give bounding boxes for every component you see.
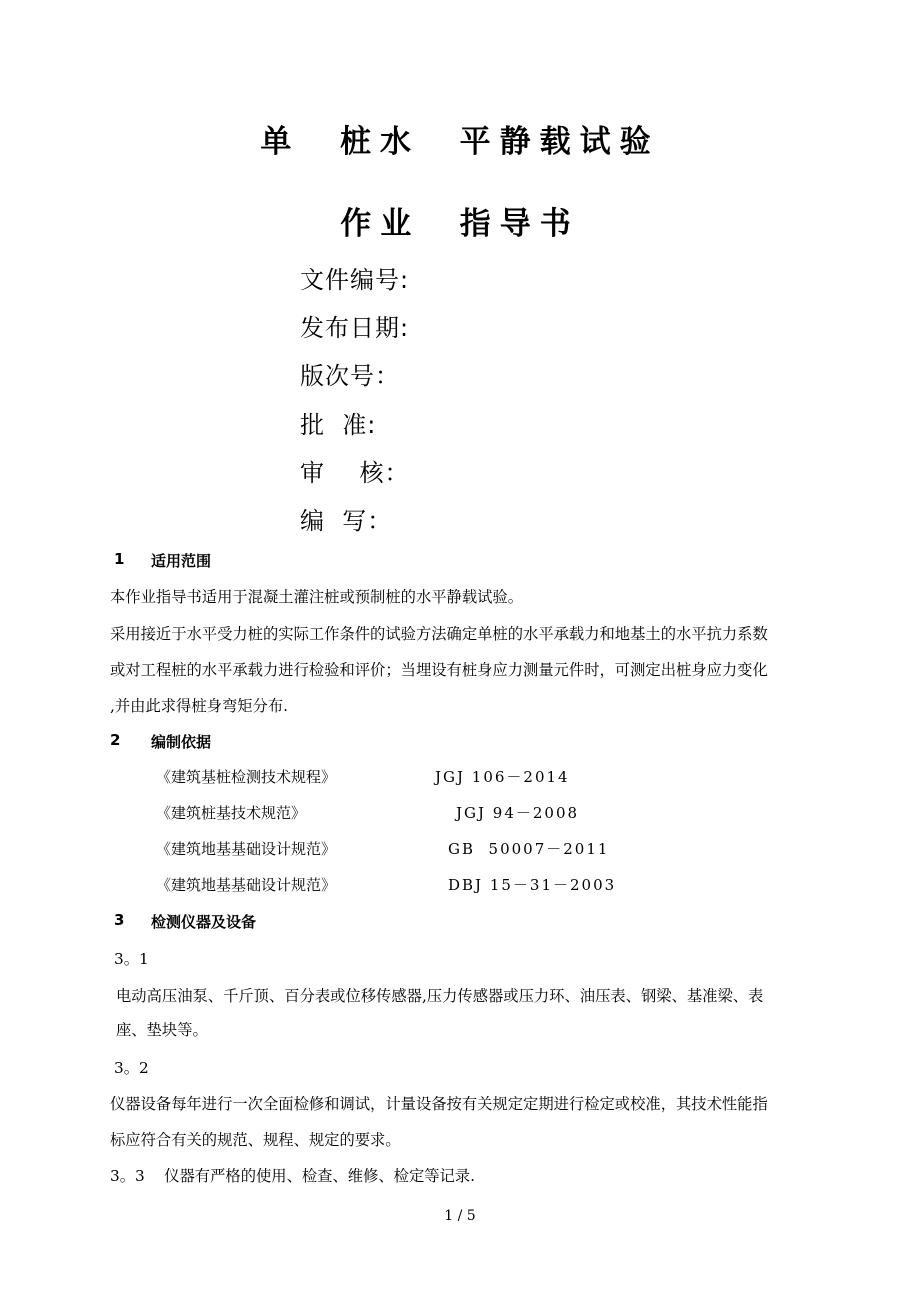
section-1-paragraph-1: 本作业指导书适用于混凝土灌注桩或预制桩的水平静载试验。 [110, 588, 524, 606]
author-label: 编 写： [300, 507, 393, 535]
section-1-paragraph-2-line-1: 采用接近于水平受力桩的实际工作条件的试验方法确定单桩的水平承载力和地基土的水平抗力系数 [110, 625, 768, 643]
section-1-number: 1 [114, 550, 125, 568]
section-1-title: 适用范围 [151, 552, 212, 570]
release-date-label: 发布日期: [300, 314, 410, 342]
file-number-label: 文件编号: [300, 266, 410, 294]
section-1-paragraph-2-line-3: ,并由此求得桩身弯矩分布. [110, 697, 288, 715]
subsection-3-1-line-1: 电动高压油泵、千斤顶、百分表或位移传感器,压力传感器或压力环、油压表、钢梁、基准梁、表 [116, 987, 764, 1005]
subsection-3-2-line-2: 标应符合有关的规范、规程、规定的要求。 [110, 1131, 401, 1149]
reference-code: JGJ 94－2008 [456, 804, 580, 822]
subsection-3-1-line-2: 座、垫块等。 [116, 1021, 208, 1039]
version-label: 版次号： [300, 362, 400, 390]
subsection-3-2-line-1: 仪器设备每年进行一次全面检修和调试，计量设备按有关规定定期进行检定或校准，其技术性能指 [110, 1095, 768, 1113]
reference-code: GB 50007－2011 [448, 840, 610, 858]
reference-code: JGJ 106－2014 [435, 768, 570, 786]
section-3-number: 3 [114, 911, 125, 929]
reference-code: DBJ 15－31－2003 [448, 876, 617, 894]
section-2-number: 2 [110, 731, 121, 749]
section-3-title: 检测仪器及设备 [151, 913, 257, 931]
review-label: 审 核： [300, 459, 410, 487]
reference-name: 《建筑地基基础设计规范》 [156, 876, 337, 894]
subsection-3-2-number: 3。2 [114, 1059, 149, 1077]
reference-name: 《建筑基桩检测技术规程》 [156, 768, 337, 786]
approve-label: 批 准: [300, 411, 377, 439]
subsection-3-3: 3。3 仪器有严格的使用、检查、维修、检定等记录. [110, 1167, 476, 1185]
document-title-line2: 作业 指导书 [340, 206, 580, 242]
page-number: 1 / 5 [444, 1208, 476, 1224]
document-title-line1: 单 桩水 平静载试验 [260, 124, 660, 160]
section-1-paragraph-2-line-2: 或对工程桩的水平承载力进行检验和评价；当埋设有桩身应力测量元件时，可测定出桩身应力变化 [110, 661, 768, 679]
reference-name: 《建筑地基基础设计规范》 [156, 840, 337, 858]
reference-name: 《建筑桩基技术规范》 [156, 804, 307, 822]
subsection-3-1-number: 3。1 [114, 950, 149, 968]
section-2-title: 编制依据 [151, 733, 212, 751]
